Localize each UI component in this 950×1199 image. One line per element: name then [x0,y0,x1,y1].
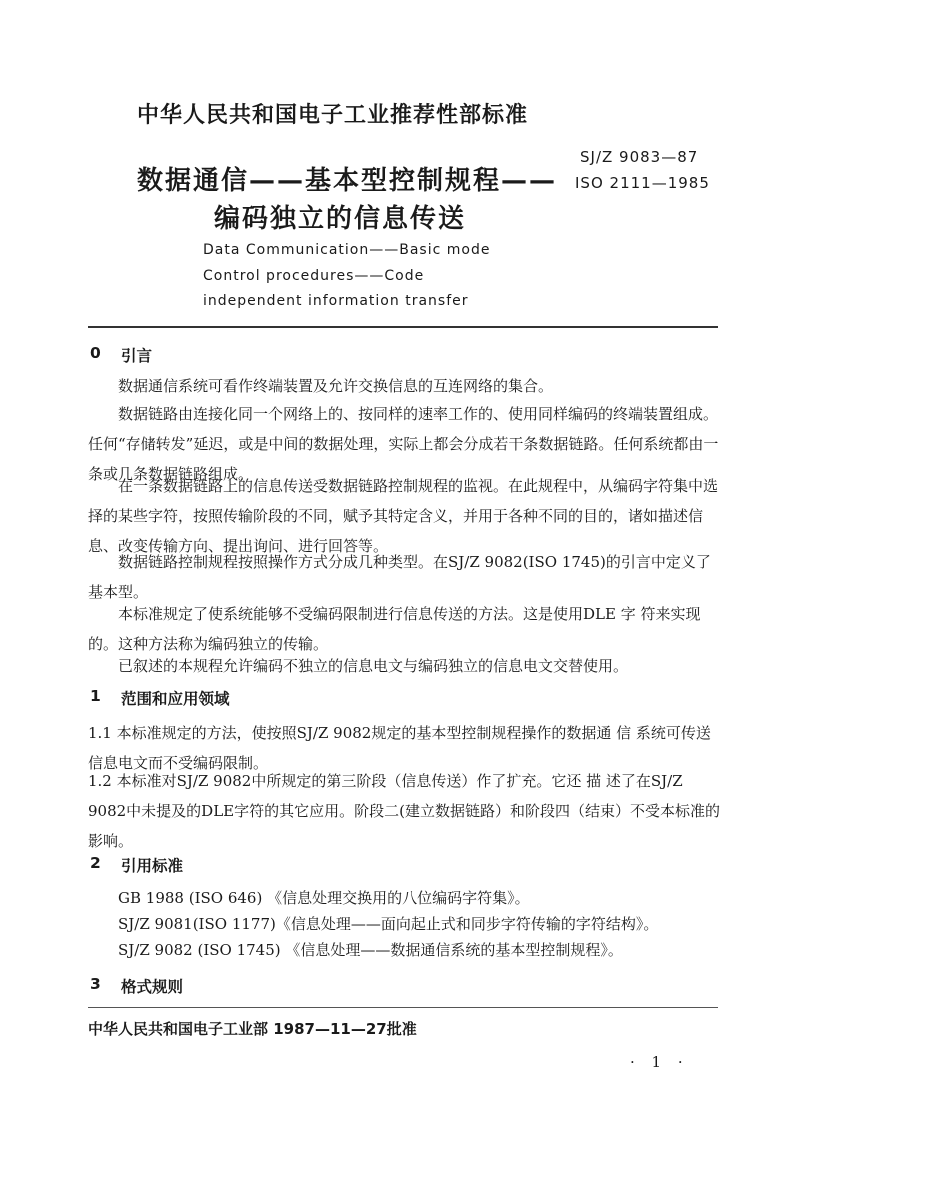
header-divider [88,326,718,328]
section-0-heading: 引言 [121,347,153,365]
section-0-paragraph-2: 数据链路由连接化同一个网络上的、按同样的速率工作的、使用同样编码的终端装置组成。任何“存储转发”延迟，或是中间的数据处理，实际上都会分成若干条数据链路。任何系统都由一条或几条数据链路组成。 [88,405,719,483]
section-0-paragraph-6: 已叙述的本规程允许编码不独立的信息电文与编码独立的信息电文交替使用。 [118,657,629,675]
section-0-paragraph-5: 本标准规定了使系统能够不受编码限制进行信息传送的方法。这是使用DLE 字 符来实现的。这种方法称为编码独立的传输。 [88,605,701,653]
section-2-heading: 引用标准 [121,857,184,875]
approval-line: 中华人民共和国电子工业部 1987—11—27批准 [88,1020,417,1038]
title-en-line3: independent information transfer [203,293,469,309]
section-1-paragraph-1: 1.1 本标准规定的方法，使按照SJ/Z 9082规定的基本型控制规程操作的数据通 信 系统可传送信息电文而不受编码限制。 [88,724,711,772]
title-zh-line2: 编码独立的信息传送 [214,204,467,234]
section-1-paragraph-2: 1.2 本标准对SJ/Z 9082中所规定的第三阶段（信息传送）作了扩充。它还 描 述了在SJ/Z 9082中未提及的DLE字符的其它应用。阶段二(建立数据链路）和阶段四（结束）不受本标准的影响。 [88,772,720,850]
reference-sjz9082: SJ/Z 9082 (ISO 1745) 《信息处理——数据通信系统的基本型控制规程》。 [118,941,623,959]
section-1-number: 1 [90,687,101,705]
title-en-line1: Data Communication——Basic mode [203,242,491,258]
section-0-paragraph-1: 数据通信系统可看作终端装置及允许交换信息的互连网络的集合。 [118,377,554,395]
title-en-line2: Control procedures——Code [203,268,425,284]
section-1-heading: 范围和应用领域 [121,690,230,708]
standard-type-header: 中华人民共和国电子工业推荐性部标准 [137,103,529,128]
footer-divider [88,1007,718,1008]
reference-sjz9081: SJ/Z 9081(ISO 1177)《信息处理——面向起止式和同步字符传输的字符结构》。 [118,915,659,933]
standard-code-iso: ISO 2111—1985 [575,174,710,192]
page-number: · 1 · [630,1053,689,1071]
section-0-paragraph-3: 在一条数据链路上的信息传送受数据链路控制规程的监视。在此规程中，从编码字符集中选择的某些字符，按照传输阶段的不同，赋予其特定含义，并用于各种不同的目的，诸如描述信息、改变传输方向、提出询问、进行回答等。 [88,477,719,555]
section-0-number: 0 [90,344,101,362]
section-2-number: 2 [90,854,101,872]
section-3-number: 3 [90,975,101,993]
section-3-heading: 格式规则 [121,978,184,996]
reference-gb1988: GB 1988 (ISO 646) 《信息处理交换用的八位编码字符集》。 [118,889,530,907]
standard-code-sj: SJ/Z 9083—87 [580,148,699,166]
title-zh-line1: 数据通信——基本型控制规程—— [137,166,558,196]
section-0-paragraph-4: 数据链路控制规程按照操作方式分成几种类型。在SJ/Z 9082(ISO 1745)的引言中定义了基本型。 [88,553,711,601]
